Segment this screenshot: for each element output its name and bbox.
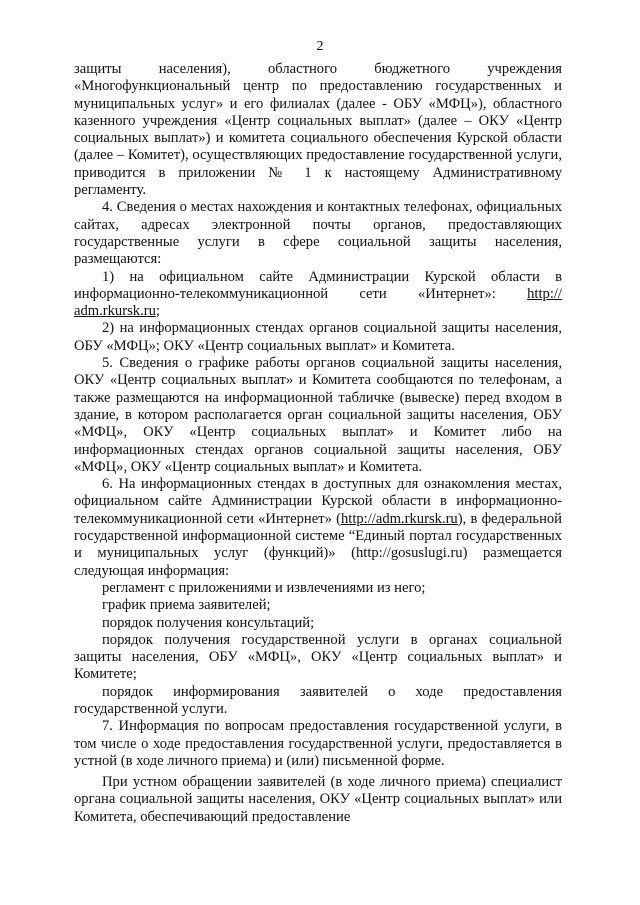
paragraph-intro-continued: защиты населения), областного бюджетного учреждения «Многофункциональный центр по предоставлению государственных и муниципальных услуг» и его филиалах (далее - ОБУ «МФЦ»), областного казенного учреждения «Центр социальных выплат» (далее – ОКУ «Центр социальных выплат») и комитета социального обеспечения Курской области (далее – Комитет), осуществляющих предоставление государственной услуги, приводится в приложении № 1 к настоящему Административному регламенту. (74, 61, 562, 199)
list-item-schedule: график приема заявителей; (102, 597, 271, 614)
paragraph-6-text-start: 6. На информационных стендах в доступных для ознакомления местах, официальном сайте Администрации Курской области в информационно-телекоммуникационной сети «Интернет» ( (74, 476, 562, 527)
paragraph-6-text-end: ), в федеральной государственной информационной системе “Единый портал государственных и муниципальных услуг (функций)» (http://gosuslugi.ru) размещается следующая информация: (74, 510, 562, 579)
adm-site-link[interactable]: http:// adm.rkursk.ru (74, 285, 562, 320)
list-item-consultation: порядок получения консультаций; (102, 614, 315, 631)
paragraph-5: 5. Сведения о графике работы органов социальной защиты населения, ОКУ «Центр социальных выплат» и Комитета сообщаются по телефонам, а также размещаются на информационной табличке (вывеске) перед входом в здание, в котором располагается орган социальной защиты населения, ОБУ «МФЦ», ОКУ «Центр социальных выплат» и Комитет либо на информационных стендах органов социальной защиты населения, ОБУ «МФЦ», ОКУ «Центр социальных выплат» и Комитета. (74, 355, 562, 475)
item-1-text: 1) на официальном сайте Администрации Курской области в информационно-телекоммуникационной сети «Интернет»: (74, 268, 562, 302)
list-item-informing: порядок информирования заявителей о ходе предоставления государственной услуги. (74, 683, 562, 717)
page-number: 2 (316, 39, 324, 54)
list-item-procedure: порядок получения государственной услуги в органах социальной защиты населения, ОБУ «МФЦ», ОКУ «Центр социальных выплат» и Комитете; (74, 631, 562, 683)
item-1-end: ; (155, 303, 160, 320)
paragraph-4: 4. Сведения о местах нахождения и контактных телефонах, официальных сайтах, адресах электронной почты органов, предоставляющих государственные услуги в сфере социальной защиты населения, размещаются: (74, 199, 562, 268)
adm-rkursk-link[interactable]: http://adm.rkursk.ru (340, 510, 458, 527)
paragraph-oral-request: При устном обращении заявителей (в ходе личного приема) специалист органа социальной защиты населения, ОКУ «Центр социальных выплат» или Комитета, обеспечивающий предоставление (74, 774, 562, 825)
document-body (74, 61, 562, 826)
paragraph-6 (74, 476, 562, 580)
paragraph-7: 7. Информация по вопросам предоставления государственной услуги, в том числе о ходе предоставления государственной услуги, предоставляется в устной (в ходе личного приема) и (или) письменной форме. (74, 718, 562, 769)
list-item-regulation: регламент с приложениями и извлечениями из него; (102, 579, 426, 596)
paragraph-4-item-2: 2) на информационных стендах органов социальной защиты населения, ОБУ «МФЦ»; ОКУ «Центр социальных выплат» и Комитета. (74, 320, 562, 354)
paragraph-4-item-1 (74, 269, 562, 321)
